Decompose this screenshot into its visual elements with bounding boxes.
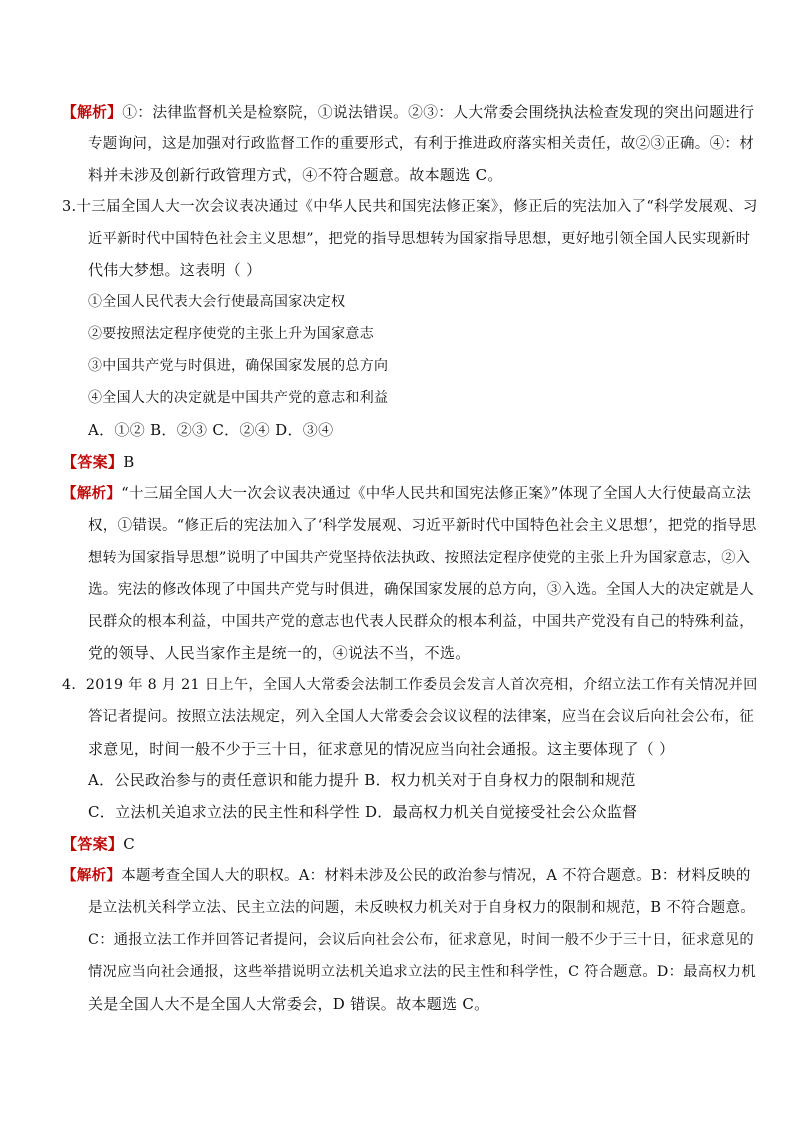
analysis-line: 想转为国家指导思想”说明了中国共产党坚持依法执政、按照法定程序使党的主张上升为国家意志，②入 bbox=[88, 550, 751, 566]
question-option-row: C．立法机关追求立法的民主性和科学性 D．最高权力机关自觉接受社会公众监督 bbox=[88, 803, 638, 821]
analysis-tag: 【解析】 bbox=[62, 104, 123, 121]
question-stem-line: 代伟大梦想。这表明（ ） bbox=[88, 261, 262, 279]
analysis-tag: 【解析】 bbox=[62, 867, 122, 884]
question-item: ①全国人民代表大会行使最高国家决定权 bbox=[88, 294, 346, 310]
analysis-line: C：通报立法工作并回答记者提问，会议后向社会公布，征求意见，时间一般不少于三十日，征求意见的 bbox=[88, 932, 754, 948]
analysis-line: 党的领导、人民当家作主是统一的，④说法不当，不选。 bbox=[88, 644, 471, 662]
analysis-line: 【解析】本题考查全国人大的职权。A：材料未涉及公民的政治参与情况，A 不符合题意。B：材料反映的 bbox=[62, 867, 751, 884]
question-stem-line: 答记者提问。按照立法法规定，列入全国人大常委会会议议程的法律案，应当在会议后向社会公布，征 bbox=[88, 709, 754, 725]
analysis-line: 民群众的根本利益，中国共产党的意志也代表人民群众的根本利益，中国共产党没有自己的特殊利益， bbox=[88, 614, 754, 630]
analysis-tag: 【解析】 bbox=[62, 485, 122, 502]
question-options: A．①② B．②③ C．②④ D．③④ bbox=[88, 421, 334, 439]
answer-line: 【答案】B bbox=[62, 453, 135, 471]
analysis-line: 是立法机关科学立法、民主立法的问题，未反映权力机关对于自身权力的限制和规范，B 不符合题意。 bbox=[88, 900, 756, 916]
question-stem-line: 4．2019 年 8 月 21 日上午，全国人大常委会法制工作委员会发言人首次亮相，介绍立法工作有关情况并回 bbox=[62, 677, 758, 693]
answer-tag: 【答案】 bbox=[62, 453, 124, 471]
question-item: ②要按照法定程序使党的主张上升为国家意志 bbox=[88, 326, 374, 342]
analysis-line: 情况应当向社会通报，这些举措说明立法机关追求立法的民主性和科学性，C 符合题意。D：最高权力机 bbox=[88, 964, 756, 980]
analysis-line: 料并未涉及创新行政管理方式，④不符合题意。故本题选 C。 bbox=[88, 166, 503, 184]
analysis-line: 权，①错误。“修正后的宪法加入了‘科学发展观、习近平新时代中国特色社会主义思想’，把党的指导思 bbox=[88, 518, 757, 534]
question-item: ③中国共产党与时俱进，确保国家发展的总方向 bbox=[88, 358, 389, 374]
analysis-line: 专题询问，这是加强对行政监督工作的重要形式，有利于推进政府落实相关责任，故②③正确。④：材 bbox=[88, 136, 754, 152]
analysis-line: 【解析】①：法律监督机关是检察院，①说法错误。②③：人大常委会围绕执法检查发现的突出问题进行 bbox=[62, 104, 755, 121]
question-stem-line: 求意见，时间一般不少于三十日，征求意见的情况应当向社会通报。这主要体现了（ ） bbox=[88, 740, 675, 758]
answer-tag: 【答案】 bbox=[62, 835, 124, 853]
answer-line: 【答案】C bbox=[62, 835, 136, 853]
question-stem-line: 近平新时代中国特色社会主义思想”，把党的指导思想转为国家指导思想，更好地引领全国人民实现新时 bbox=[88, 231, 751, 247]
question-stem-line: 3.十三届全国人大一次会议表决通过《中华人民共和国宪法修正案》，修正后的宪法加入了“科学发展观、习 bbox=[62, 199, 758, 215]
analysis-line: 关是全国人大不是全国人大常委会，D 错误。故本题选 C。 bbox=[88, 995, 490, 1013]
analysis-line: 【解析】“十三届全国人大一次会议表决通过《中华人民共和国宪法修正案》”体现了全国人大行使最高立法 bbox=[62, 485, 752, 502]
question-item: ④全国人大的决定就是中国共产党的意志和利益 bbox=[88, 390, 389, 406]
analysis-line: 选。宪法的修改体现了中国共产党与时俱进，确保国家发展的总方向，③入选。全国人大的决定就是人 bbox=[88, 582, 754, 598]
question-option-row: A．公民政治参与的责任意识和能力提升 B．权力机关对于自身权力的限制和规范 bbox=[88, 771, 636, 789]
